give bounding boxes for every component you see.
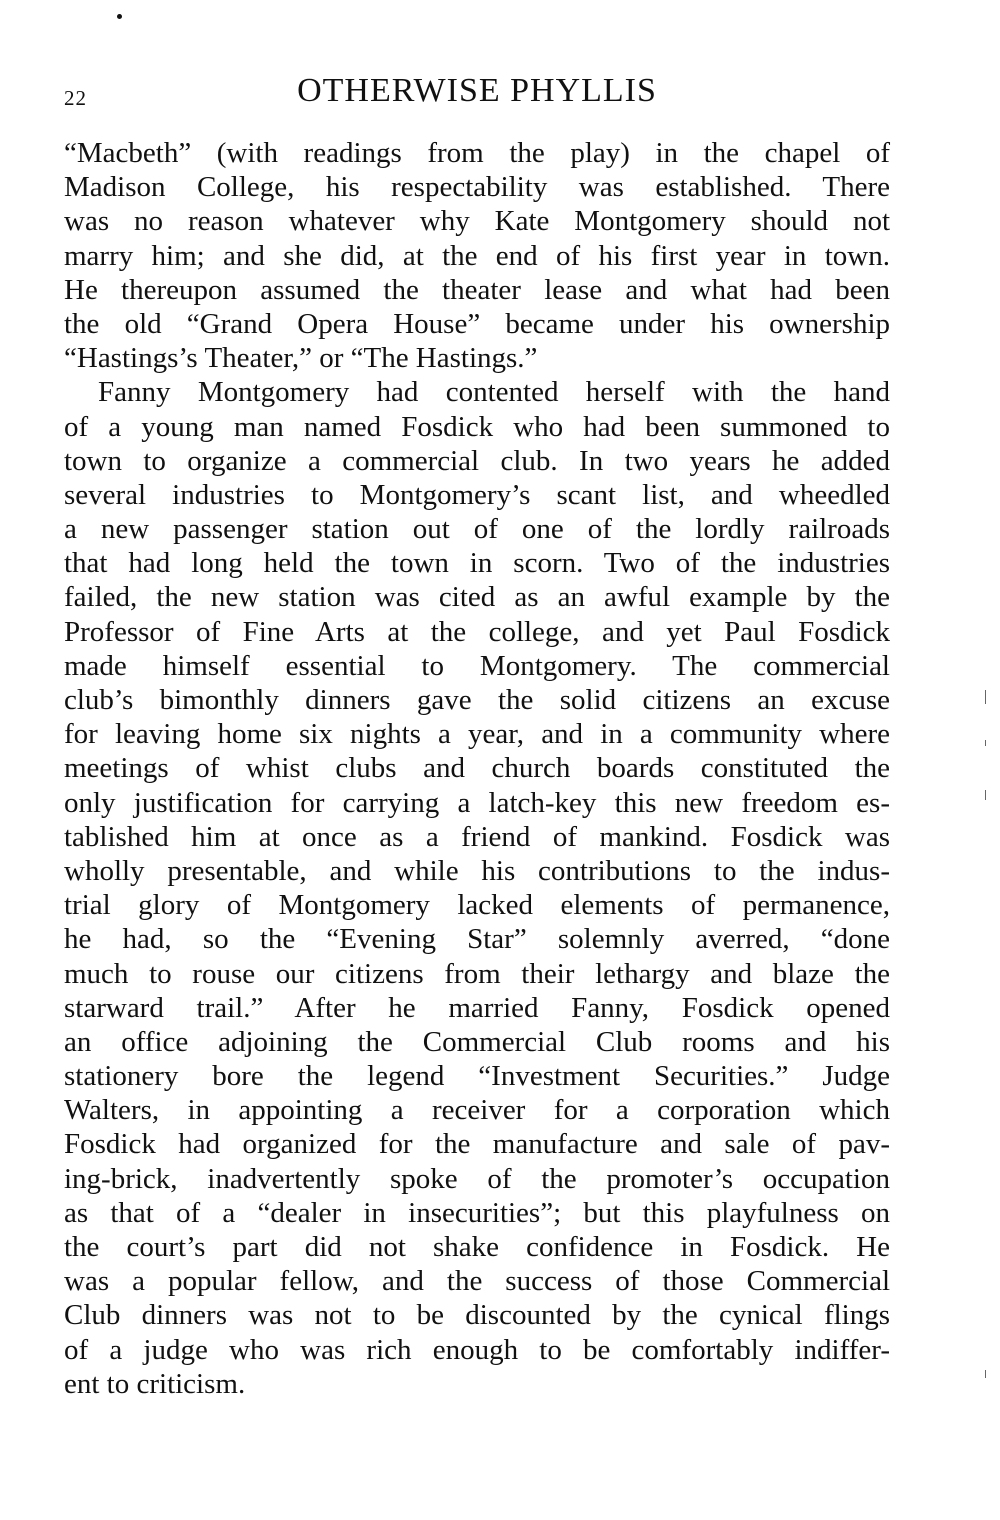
text-line: tablished him at once as a friend of mankind. Fosdick was: [64, 820, 890, 853]
margin-mark: [985, 740, 986, 746]
page-number: 22: [64, 86, 87, 110]
text-line: was a popular fellow, and the success of those Commercial: [64, 1265, 890, 1298]
running-title: OTHERWISE PHYLLIS: [297, 72, 657, 109]
text-line: stationery bore the legend “Investment Securities.” Judge: [64, 1060, 890, 1093]
text-line: the court’s part did not shake confidence in Fosdick. He: [64, 1231, 890, 1263]
text-line: Professor of Fine Arts at the college, and yet Paul Fosdick: [64, 615, 890, 648]
text-line: wholly presentable, and while his contributions to the indus-: [64, 854, 890, 887]
margin-mark: [985, 1370, 986, 1378]
text-line: of a young man named Fosdick who had been summoned to: [64, 410, 890, 443]
text-line: He thereupon assumed the theater lease and what had been: [64, 273, 890, 306]
margin-mark: [985, 790, 986, 800]
text-line: was no reason whatever why Kate Montgomery should not: [64, 205, 890, 238]
text-line: he had, so the “Evening Star” solemnly averred, “done: [64, 923, 890, 956]
text-line: ing-brick, inadvertently spoke of the promoter’s occupation: [64, 1162, 890, 1195]
text-line: much to rouse our citizens from their lethargy and blaze the: [64, 957, 890, 990]
text-line: starward trail.” After he married Fanny, Fosdick opened: [64, 991, 890, 1024]
text-line: only justification for carrying a latch-key this new freedom es-: [64, 786, 890, 819]
text-line: made himself essential to Montgomery. The commercial: [64, 649, 890, 682]
text-line: an office adjoining the Commercial Club rooms and his: [64, 1025, 890, 1058]
text-line: that had long held the town in scorn. Two of the industries: [64, 547, 890, 580]
text-line: several industries to Montgomery’s scant list, and wheedled: [64, 478, 890, 511]
text-line: the old “Grand Opera House” became under his ownership: [64, 307, 890, 340]
text-line: Madison College, his respectability was established. There: [64, 171, 890, 204]
text-line: Walters, in appointing a receiver for a corporation which: [64, 1094, 890, 1127]
text-line: as that of a “dealer in insecurities”; but this playfulness on: [64, 1196, 890, 1229]
text-line: “Hastings’s Theater,” or “The Hastings.”: [64, 342, 538, 375]
text-line: “Macbeth” (with readings from the play) in the chapel of: [64, 137, 890, 169]
text-line: failed, the new station was cited as an awful example by the: [64, 581, 890, 614]
text-line: ent to criticism.: [64, 1367, 246, 1400]
text-line: Club dinners was not to be discounted by the cynical flings: [64, 1299, 890, 1332]
text-line: marry him; and she did, at the end of his first year in town.: [64, 239, 890, 272]
margin-mark: [985, 690, 986, 704]
page-header: [64, 72, 890, 120]
text-line: for leaving home six nights a year, and in a community where: [64, 718, 890, 751]
text-line: Fanny Montgomery had contented herself with the hand: [98, 376, 890, 409]
text-line: trial glory of Montgomery lacked elements of permanence,: [64, 889, 890, 922]
text-line: club’s bimonthly dinners gave the solid citizens an excuse: [64, 684, 890, 716]
text-line: town to organize a commercial club. In two years he added: [64, 444, 890, 477]
text-line: a new passenger station out of one of the lordly railroads: [64, 513, 890, 546]
ink-speck: [117, 14, 122, 19]
text-line: Fosdick had organized for the manufacture and sale of pav-: [64, 1128, 890, 1161]
body-text: [64, 136, 890, 1401]
text-line: of a judge who was rich enough to be comfortably indiffer-: [64, 1333, 890, 1366]
text-line: meetings of whist clubs and church boards constituted the: [64, 752, 890, 785]
